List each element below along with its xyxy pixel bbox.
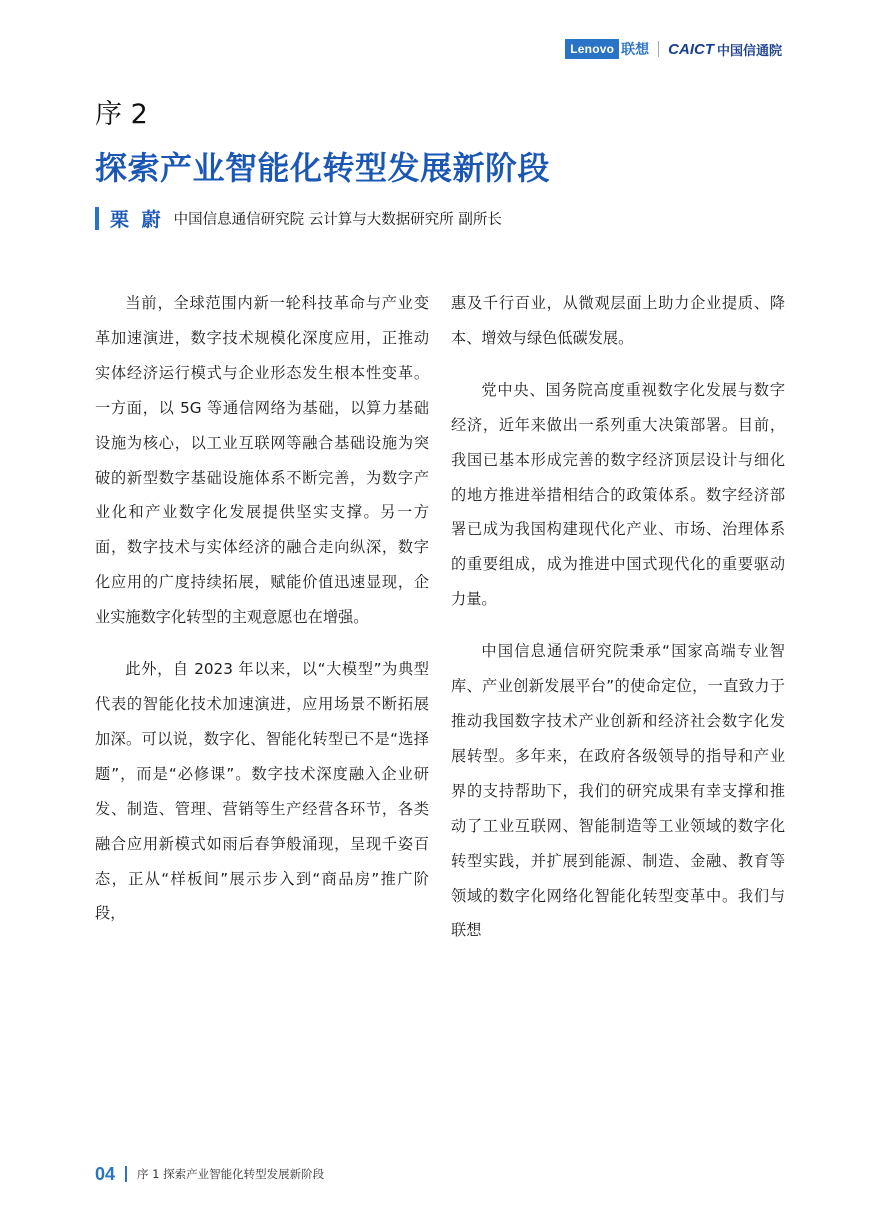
page-footer <box>95 1163 324 1185</box>
author-accent-bar <box>95 207 99 230</box>
paragraph-continued: 惠及千行百业，从微观层面上助力企业提质、降本、增效与绿色低碳发展。 <box>451 294 785 347</box>
running-title: 序 1 探索产业智能化转型发展新阶段 <box>137 1167 325 1181</box>
caict-cn-logo: 中国信通院 <box>716 43 782 59</box>
paragraph: 此外，自 2023 年以来，以“大模型”为典型代表的智能化技术加速演进，应用场景不断拓展加深。可以说，数字化、智能化转型已不是“选择题”，而是“必修课”。数字技术深度融入企业研发、制造、管理、营销等生产经营各环节，各类融合应用新模式如雨后春笋般涌现，呈现千姿百态，正从“样板间”展示步入到“商品房”推广阶段， <box>95 660 429 923</box>
section-label: 序 2 <box>95 99 148 130</box>
caict-logo: CAICT <box>668 40 714 58</box>
page-header <box>565 38 782 60</box>
author-line <box>95 205 502 231</box>
author-name: 栗 蔚 <box>110 208 164 231</box>
lenovo-cn-logo: 联想 <box>621 42 650 58</box>
paragraph: 党中央、国务院高度重视数字化发展与数字经济，近年来做出一系列重大决策部署。目前，我国已基本形成完善的数字经济顶层设计与细化的地方推进举措相结合的政策体系。数字经济部署已成为我国构建现代化产业、市场、治理体系的重要组成，成为推进中国式现代化的重要驱动力量。 <box>451 380 785 609</box>
body-column-left <box>95 286 429 948</box>
footer-divider <box>125 1166 127 1182</box>
page-number: 04 <box>95 1163 116 1184</box>
lenovo-logo: Lenovo <box>565 39 619 59</box>
paragraph: 当前，全球范围内新一轮科技革命与产业变革加速演进，数字技术规模化深度应用，正推动实体经济运行模式与企业形态发生根本性变革。一方面，以 5G 等通信网络为基础，以算力基础设施为核心，以工业互联网等融合基础设施为突破的新型数字基础设施体系不断完善，为数字产业化和产业数字化发展提供坚实支撑。另一方面，数字技术与实体经济的融合走向纵深，数字化应用的广度持续拓展，赋能价值迅速显现，企业实施数字化转型的主观意愿也在增强。 <box>95 294 429 627</box>
page-title: 探索产业智能化转型发展新阶段 <box>95 149 551 187</box>
body-column-right <box>451 286 785 965</box>
author-affiliation: 中国信息通信研究院 云计算与大数据研究所 副所长 <box>173 211 502 228</box>
header-divider <box>658 41 659 57</box>
paragraph: 中国信息通信研究院秉承“国家高端专业智库、产业创新发展平台”的使命定位，一直致力于推动我国数字技术产业创新和经济社会数字化发展转型。多年来，在政府各级领导的指导和产业界的支持帮助下，我们的研究成果有幸支撑和推动了工业互联网、智能制造等工业领域的数字化转型实践，并扩展到能源、制造、金融、教育等领域的数字化网络化智能化转型变革中。我们与联想 <box>451 642 785 940</box>
